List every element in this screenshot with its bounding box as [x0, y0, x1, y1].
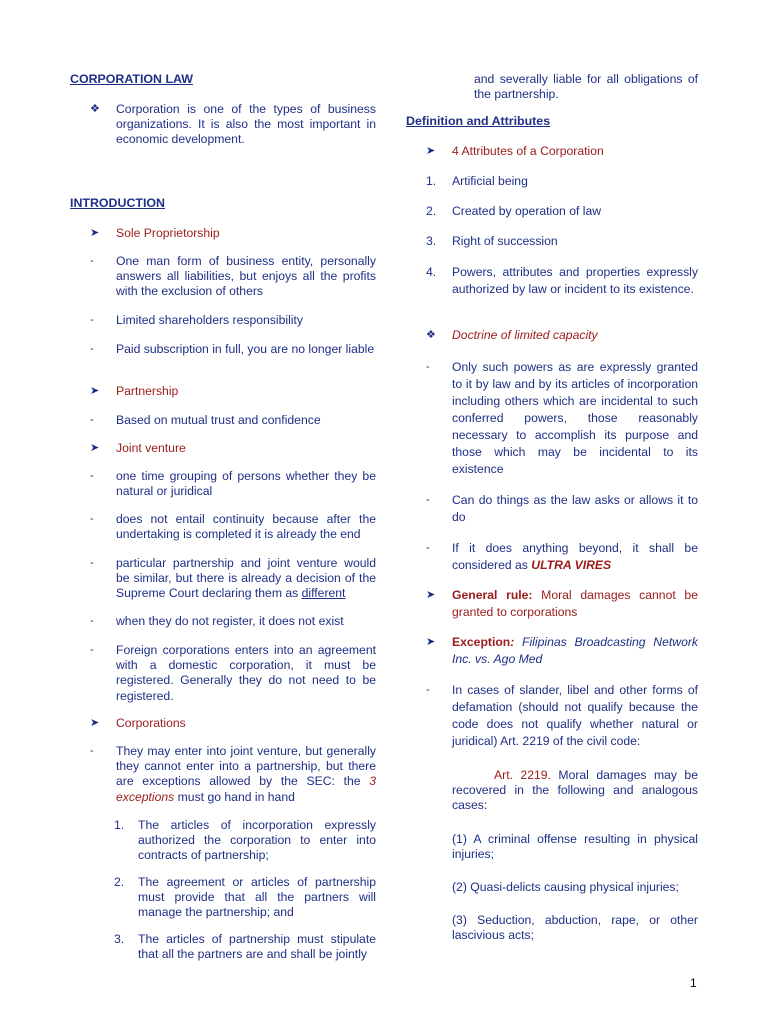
numbered-item: 1. The articles of incorporation expressly authorized the corporation to enter into contracts of partnership; — [114, 818, 376, 863]
case-item: (3) Seduction, abduction, rape, or other lascivious acts; — [452, 913, 698, 943]
list-item: - They may enter into joint venture, but generally they cannot enter into a partnership, but there are exceptions allowed by the SEC: the 3 exceptions must go hand in hand — [90, 744, 376, 804]
corporations-item: ➤ Corporations — [90, 716, 186, 730]
arrow-bullet-icon: ➤ — [426, 589, 436, 601]
list-item: - If it does anything beyond, it shall be considered as ULTRA VIRES — [426, 541, 698, 572]
article-2219: Art. 2219. Moral damages may be recovered in the following and analogous cases: — [452, 768, 698, 813]
doctrine-item: ❖ Doctrine of limited capacity — [426, 328, 598, 342]
continued-text: and severally liable for all obligations of the partnership. — [474, 72, 698, 102]
introduction-heading: INTRODUCTION — [70, 196, 165, 210]
list-item: - In cases of slander, libel and other forms of defamation (should not qualify because the code does not qualify whether natural or juridical) Art. 2219 of the civil code: — [426, 683, 698, 748]
diamond-bullet-icon: ❖ — [90, 103, 100, 115]
numbered-item: 2. The agreement or articles of partnership must provide that all the partners will manage the partnership; and — [114, 875, 376, 920]
list-item: - particular partnership and joint venture would be similar, but there is already a decision of the Supreme Court declaring them as different — [90, 556, 376, 601]
numbered-item: 3. The articles of partnership must stipulate that all the partners are and shall be jointly — [114, 932, 376, 962]
list-item: - does not entail continuity because after the undertaking is completed it is already the end — [90, 512, 376, 542]
list-item: - Can do things as the law asks or allows it to do — [426, 493, 698, 524]
list-item: - Only such powers as are expressly granted to it by law and by its articles of incorporation including others which are incidental to such conferred powers, those reasonably necessary to accomplish its purpose and those which may be incidental to its existence — [426, 360, 698, 476]
arrow-bullet-icon: ➤ — [90, 442, 100, 454]
list-item: - Limited shareholders responsibility — [90, 313, 303, 327]
numbered-item: 1. Artificial being — [426, 174, 528, 188]
general-rule-item: ➤ General rule: Moral damages cannot be granted to corporations — [426, 588, 698, 619]
numbered-item: 2. Created by operation of law — [426, 204, 602, 218]
partnership-item: ➤ Partnership — [90, 384, 179, 398]
numbered-item: 4. Powers, attributes and properties expressly authorized by law or incident to its existence. — [426, 265, 698, 296]
list-item: - Foreign corporations enters into an agreement with a domestic corporation, it must be registered. Generally they do not need to be registered. — [90, 643, 376, 703]
case-item: (2) Quasi-delicts causing physical injuries; — [452, 880, 679, 894]
list-item: - one time grouping of persons whether they be natural or juridical — [90, 469, 376, 499]
list-item: - Based on mutual trust and confidence — [90, 413, 321, 427]
attributes-item: ➤ 4 Attributes of a Corporation — [426, 144, 604, 158]
list-item: - One man form of business entity, personally answers all liabilities, but enjoys all the profits with the exclusion of others — [90, 254, 376, 299]
corporation-bullet: ❖ Corporation is one of the types of business organizations. It is also the most important in economic development. — [90, 102, 376, 147]
arrow-bullet-icon: ➤ — [426, 145, 436, 157]
arrow-bullet-icon: ➤ — [426, 636, 436, 648]
arrow-bullet-icon: ➤ — [90, 227, 100, 239]
joint-venture-item: ➤ Joint venture — [90, 441, 186, 455]
definition-attributes-heading: Definition and Attributes — [406, 114, 551, 128]
diamond-bullet-icon: ❖ — [426, 329, 436, 341]
exception-item: ➤ Exception: Filipinas Broadcasting Network Inc. vs. Ago Med — [426, 635, 698, 666]
page-number: 1 — [690, 976, 697, 990]
list-item: - Paid subscription in full, you are no longer liable — [90, 342, 375, 356]
case-item: (1) A criminal offense resulting in physical injuries; — [452, 832, 698, 862]
arrow-bullet-icon: ➤ — [90, 385, 100, 397]
corporation-law-heading: CORPORATION LAW — [70, 72, 193, 86]
numbered-item: 3. Right of succession — [426, 234, 558, 248]
arrow-bullet-icon: ➤ — [90, 717, 100, 729]
list-item: - when they do not register, it does not exist — [90, 614, 344, 628]
sole-proprietorship-item: ➤ Sole Proprietorship — [90, 226, 220, 240]
